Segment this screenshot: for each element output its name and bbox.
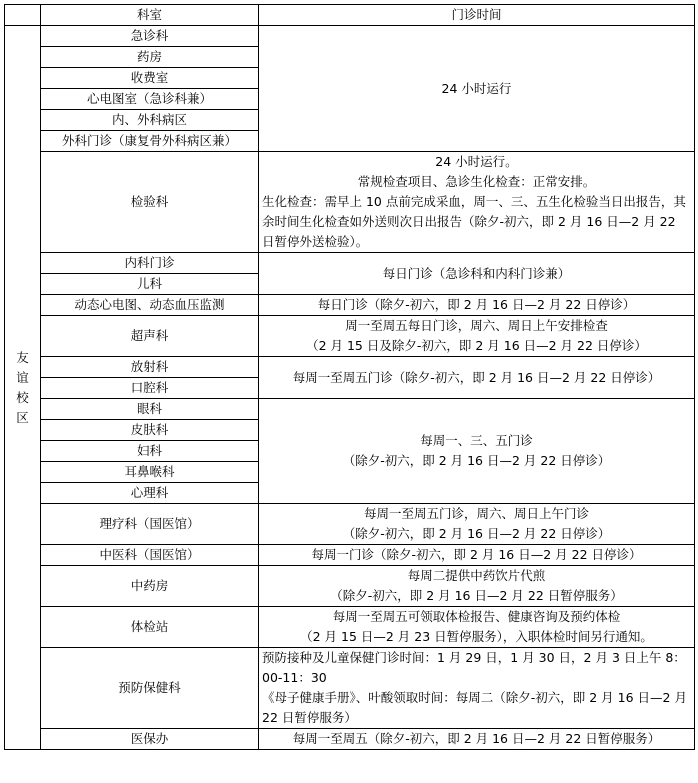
dept-cell: 药房 [41, 47, 259, 68]
hours-cell: 24 小时运行。 常规检查项目、急诊生化检查：正常安排。 生化检查：需早上 10 点前完成采血，周一、三、五生化检验当日出报告，其余时间生化检查如外送则次日出报告（除夕-初六，即 2 月 16 日—2 月 22 日暂停外送检验）。 [259, 152, 695, 253]
table-row [5, 607, 695, 648]
campus-label: 友 谊 校 区 [5, 26, 41, 750]
dept-cell: 体检站 [41, 607, 259, 648]
hours-cell: 每周二提供中药饮片代煎 （除夕-初六，即 2 月 16 日—2 月 22 日暂停服务） [259, 566, 695, 607]
dept-cell: 理疗科（国医馆） [41, 504, 259, 545]
dept-cell: 妇科 [41, 441, 259, 462]
table-row [5, 295, 695, 316]
dept-cell: 心理科 [41, 483, 259, 504]
hours-cell: 每日门诊（急诊科和内科门诊兼） [259, 253, 695, 295]
dept-cell: 预防保健科 [41, 648, 259, 729]
table-row [5, 316, 695, 357]
table-row [5, 566, 695, 607]
table-row [5, 504, 695, 545]
hours-cell: 每周一至周五可领取体检报告、健康咨询及预约体检 （2 月 15 日—2 月 23 日暂停服务），入职体检时间另行通知。 [259, 607, 695, 648]
hours-cell: 周一至周五每日门诊，周六、周日上午安排检查 （2 月 15 日及除夕-初六，即 2 月 16 日—2 月 22 日停诊） [259, 316, 695, 357]
dept-cell: 医保办 [41, 729, 259, 750]
dept-cell: 超声科 [41, 316, 259, 357]
dept-cell: 内科门诊 [41, 253, 259, 274]
table-row [5, 399, 695, 420]
hours-cell: 每日门诊（除夕-初六，即 2 月 16 日—2 月 22 日停诊） [259, 295, 695, 316]
dept-cell: 眼科 [41, 399, 259, 420]
table-row [5, 152, 695, 253]
header-hours: 门诊时间 [259, 5, 695, 26]
table-row [5, 357, 695, 378]
table-row [5, 253, 695, 274]
dept-cell: 动态心电图、动态血压监测 [41, 295, 259, 316]
dept-cell: 检验科 [41, 152, 259, 253]
dept-cell: 放射科 [41, 357, 259, 378]
header-row [5, 5, 695, 26]
hours-cell: 每周一至周五门诊（除夕-初六，即 2 月 16 日—2 月 22 日停诊） [259, 357, 695, 399]
table-row [5, 26, 695, 47]
hours-cell: 预防接种及儿童保健门诊时间：1 月 29 日，1 月 30 日，2 月 3 日上午 8：00-11：30 《母子健康手册》、叶酸领取时间：每周二（除夕-初六，即 2 月 16 日—2 月 22 日暂停服务） [259, 648, 695, 729]
dept-cell: 中医科（国医馆） [41, 545, 259, 566]
dept-cell: 心电图室（急诊科兼） [41, 89, 259, 110]
dept-cell: 收费室 [41, 68, 259, 89]
table-row [5, 729, 695, 750]
dept-cell: 中药房 [41, 566, 259, 607]
hours-cell: 每周一、三、五门诊 （除夕-初六，即 2 月 16 日—2 月 22 日停诊） [259, 399, 695, 504]
dept-cell: 急诊科 [41, 26, 259, 47]
dept-cell: 内、外科病区 [41, 110, 259, 131]
dept-cell: 儿科 [41, 274, 259, 295]
dept-cell: 口腔科 [41, 378, 259, 399]
hours-cell: 每周一门诊（除夕-初六，即 2 月 16 日—2 月 22 日停诊） [259, 545, 695, 566]
dept-cell: 外科门诊（康复骨外科病区兼） [41, 131, 259, 152]
dept-cell: 耳鼻喉科 [41, 462, 259, 483]
dept-cell: 皮肤科 [41, 420, 259, 441]
hours-cell: 24 小时运行 [259, 26, 695, 152]
table-row [5, 648, 695, 729]
hours-cell: 每周一至周五（除夕-初六，即 2 月 16 日—2 月 22 日暂停服务） [259, 729, 695, 750]
header-blank [5, 5, 41, 26]
schedule-table [4, 4, 695, 750]
hours-cell: 每周一至周五门诊，周六、周日上午门诊 （除夕-初六，即 2 月 16 日—2 月 22 日停诊） [259, 504, 695, 545]
header-dept: 科室 [41, 5, 259, 26]
table-row [5, 545, 695, 566]
